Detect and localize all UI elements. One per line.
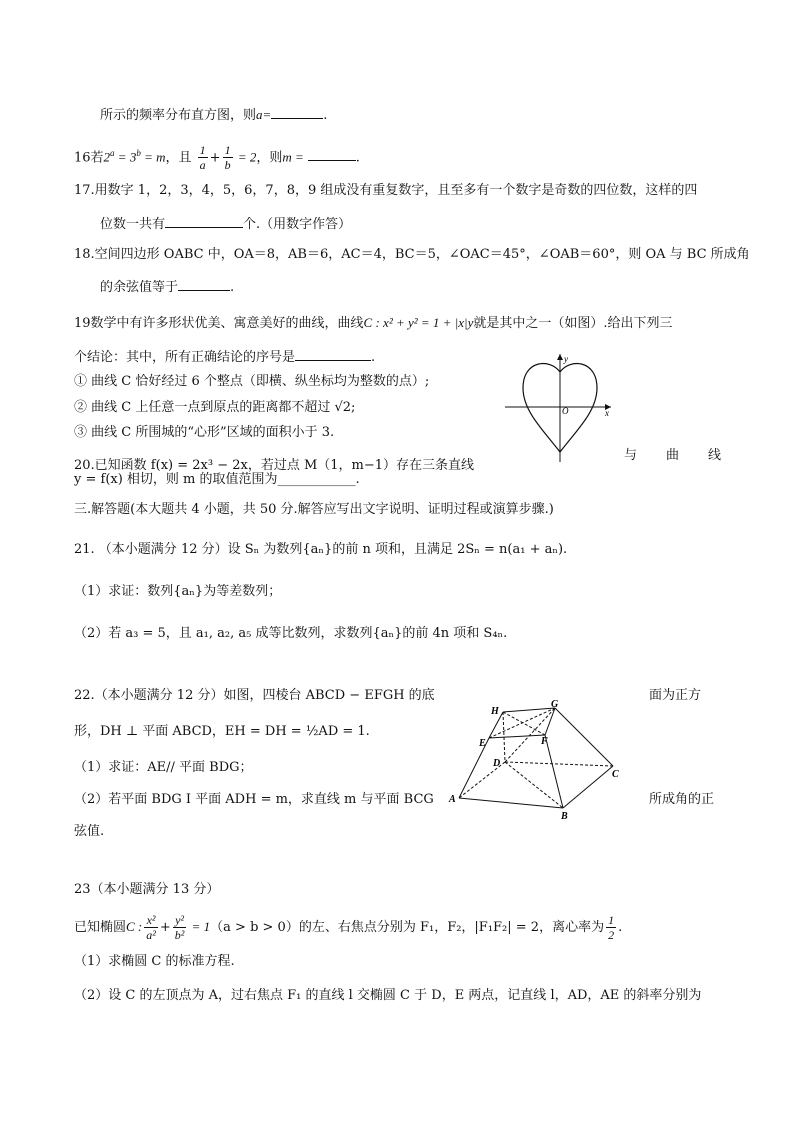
label-F: F bbox=[541, 736, 548, 747]
question-20-tail-1: 与 bbox=[624, 448, 638, 463]
edge-AB bbox=[459, 798, 563, 808]
question-21-line1: 21. （本小题满分 12 分）设 Sₙ 为数列{aₙ}的前 n 项和，且满足 2Sₙ = n(a₁ + aₙ). bbox=[74, 542, 568, 557]
fraction-1-over-b: $\frac{1}{b}$ bbox=[224, 143, 231, 173]
fraction-y2-over-b2: $\frac{\text{y²}}{\text{b²}}$ bbox=[174, 913, 185, 942]
answer-blank bbox=[295, 346, 371, 361]
label-E: E bbox=[479, 738, 486, 749]
edge-GC bbox=[555, 708, 613, 766]
question-17-line1: 17.用数字 1，2，3，4，5，6，7，8，9 组成没有重复数字，且至多有一个数字是奇数的四位数，这样的四 bbox=[74, 183, 698, 198]
answer-blank bbox=[165, 213, 243, 228]
edge-GF bbox=[545, 708, 555, 735]
question-18-line1: 18.空间四边形 OABC 中，OA＝8，AB＝6，AC＝4，BC＝5，∠OAC＝45°，∠OAB＝60°，则 OA 与 BC 所成角 bbox=[74, 247, 750, 262]
answer-blank bbox=[271, 104, 323, 119]
question-20-tail-3: 线 bbox=[708, 448, 722, 463]
edge-BC bbox=[563, 766, 613, 808]
answer-blank bbox=[178, 276, 230, 291]
label-A: A bbox=[449, 794, 456, 805]
question-22-part1: （1）求证：AE// 平面 BDG； bbox=[74, 760, 253, 775]
question-20-line1: 20.已知函数 f(x) = 2x³ − 2x，若过点 M（1，m−1）存在三条直线 bbox=[74, 458, 475, 473]
section-3-heading: 三.解答题(本大题共 4 小题，共 50 分.解答应写出文字说明、证明过程或演算步骤.) bbox=[74, 502, 554, 517]
x-axis-label: x bbox=[605, 408, 609, 418]
fraction-x2-over-a2: $\frac{\text{x²}}{\text{a²}}$ bbox=[146, 913, 156, 942]
question-23-part2: （2）设 C 的左顶点为 A，过右焦点 F₁ 的直线 l 交椭圆 C 于 D，E 两点，记直线 l，AD，AE 的斜率分别为 bbox=[74, 988, 702, 1003]
answer-blank bbox=[308, 146, 356, 161]
diag-DB bbox=[505, 762, 563, 808]
question-23-part1: （1）求椭圆 C 的标准方程. bbox=[74, 954, 235, 969]
question-22-tail: 弦值. bbox=[74, 824, 105, 839]
question-23-line1: 已知椭圆C : $\frac{\text{x²}}{\text{a²}}$ + $\frac{\text{y²}}{\text{b²}}$ = 1（a > b > 0）的左、右焦点分别为 F₁，F₂，|F₁F₂| = 2，离心率为 $\frac{1}{2}$ . bbox=[74, 913, 623, 942]
origin-label: O bbox=[562, 406, 569, 416]
question-20-tail-2: 曲 bbox=[666, 448, 680, 463]
question-22-line1-right: 面为正方 bbox=[649, 688, 702, 703]
diag-HF bbox=[503, 712, 545, 735]
label-B: B bbox=[561, 811, 568, 822]
question-21-part1: （1）求证：数列{aₙ}为等差数列； bbox=[74, 584, 282, 599]
question-21-part2: （2）若 a₃ = 5，且 a₁, a₂, a₅ 成等比数列，求数列{aₙ}的前 4n 项和 S₄ₙ. bbox=[74, 626, 508, 641]
question-22-part2-right: 所成角的正 bbox=[649, 792, 715, 807]
question-23-header: 23（本小题满分 13 分） bbox=[74, 882, 220, 897]
edge-HG bbox=[503, 708, 555, 712]
question-20-line2: y = f(x) 相切，则 m 的取值范围为____________. bbox=[74, 472, 360, 487]
question-22-line1: 22.（本小题满分 12 分）如图，四棱台 ABCD − EFGH 的底 bbox=[74, 688, 435, 703]
heart-curve-figure bbox=[505, 350, 615, 465]
question-18-line2: 的余弦值等于 . bbox=[100, 276, 234, 298]
y-axis-arrow bbox=[557, 354, 563, 360]
question-19-item1: ① 曲线 C 恰好经过 6 个整点（即横、纵坐标均为整数的点）; bbox=[74, 374, 430, 389]
diag-DG bbox=[505, 708, 555, 762]
frustum-figure bbox=[445, 698, 630, 823]
label-C: C bbox=[612, 769, 619, 780]
edge-FE bbox=[489, 735, 545, 738]
label-D: D bbox=[493, 758, 501, 769]
fraction-one-half: $\frac{1}{2}$ bbox=[608, 913, 615, 942]
edge-FB bbox=[545, 735, 563, 808]
y-axis-label: y bbox=[564, 354, 568, 364]
q15-tail: 所示的频率分布直方图，则a= . bbox=[100, 104, 327, 126]
question-19-line1: 19数学中有许多形状优美、寓意美好的曲线，曲线C : x² + y² = 1 + |x|y就是其中之一（如图）.给出下列三 bbox=[74, 315, 673, 331]
label-H: H bbox=[491, 706, 499, 717]
edge-CD bbox=[505, 762, 613, 766]
question-17-line2: 位数一共有 个.（用数字作答） bbox=[100, 213, 351, 235]
label-G: G bbox=[551, 699, 559, 710]
question-19-item2: ② 曲线 C 上任意一点到原点的距离都不超过 √2; bbox=[74, 400, 356, 415]
question-19-item3: ③ 曲线 C 所围城的“心形”区域的面积小于 3. bbox=[74, 425, 335, 440]
question-22-part2: （2）若平面 BDG Ⅰ 平面 ADH = m，求直线 m 与平面 BCG bbox=[74, 792, 434, 807]
question-16: 16若$2^a = 3^b = m$，且 $\frac{1}{a}$ + $\frac{1}{b}$ = 2，则m = . bbox=[74, 143, 360, 173]
question-22-line2: 形，DH ⊥ 平面 ABCD，EH = DH = ½AD = 1. bbox=[74, 724, 370, 739]
fraction-1-over-a: $\frac{1}{a}$ bbox=[199, 143, 206, 173]
question-19-line2: 个结论：其中，所有正确结论的序号是 . bbox=[74, 346, 375, 368]
